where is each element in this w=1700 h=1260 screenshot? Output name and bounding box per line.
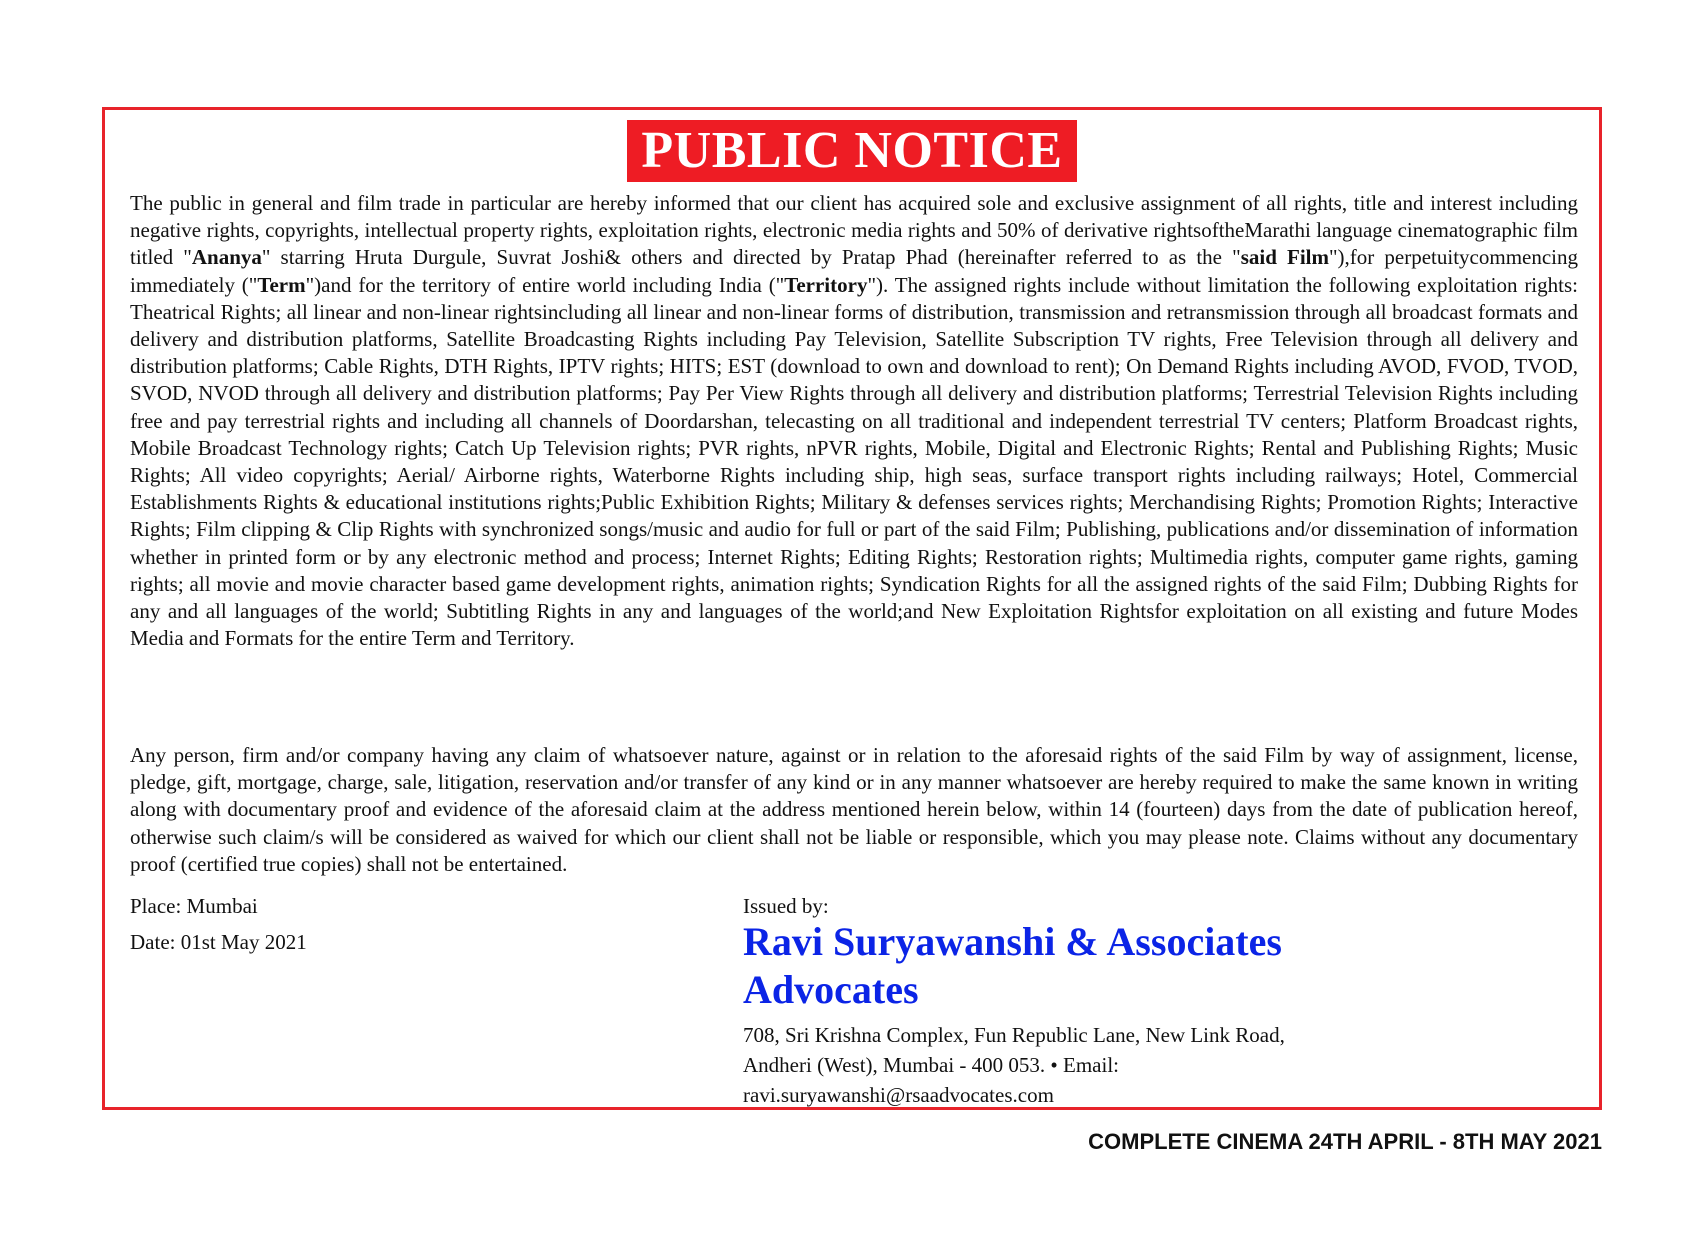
p1-part-b: " starring Hruta Durgule, Suvrat Joshi& others and directed by Pratap Phad (hereinafter referred to as the " — [261, 245, 1241, 270]
p1-part-e: "). The assigned rights include without limitation the following exploitation rights: Theatrical Rights; all linear and non-linear rightsincluding all linear and non-linear forms of distribution, transmission and retransmission through all broadcast formats and delivery and distribution platforms, Satellite Broadcasting Rights including Pay Television, Satellite Subscription TV rights, Free Television through all delivery and distribution platforms; Cable Rights, DTH Rights, IPTV rights; HITS; EST (download to own and download to rent); On Demand Rights including AVOD, FVOD, TVOD, SVOD, NVOD through all delivery and distribution platforms; Pay Per View Rights through all delivery and distribution platforms; Terrestrial Television Rights including free and pay terrestrial rights and including all channels of Doordarshan, telecasting on all traditional and independent terrestrial TV centers; Platform Broadcast rights, Mobile Broadcast Technology rights; Catch Up Television rights; PVR rights, nPVR rights, Mobile, Digital and Electronic Rights; Rental and Publishing Rights; Music Rights; All video copyrights; Aerial/ Airborne rights, Waterborne Rights including ship, high seas, surface transport rights including railways; Hotel, Commercial Establishments Rights & educational institutions rights;Public Exhibition Rights; Military & defenses services rights; Merchandising Rights; Promotion Rights; Interactive Rights; Film clipping & Clip Rights with synchronized songs/music and audio for full or part of the said Film; Publishing, publications and/or dissemination of information whether in printed form or by any electronic method and process; Internet Rights; Editing Rights; Restoration rights; Multimedia rights, computer game rights, gaming rights; all movie and movie character based game development rights, animation rights; Syndication Rights for all the assigned rights of the said Film; Dubbing Rights for any and all languages of the world; Subtitling Rights in any and languages of the world;and New Exploitation Rightsfor exploitation on all existing and future Modes Media and Formats for the entire Term and Territory. — [130, 272, 1578, 651]
address-line-2: Andheri (West), Mumbai - 400 053. • Email: — [743, 1053, 1120, 1077]
email-address: ravi.suryawanshi@rsaadvocates.com — [743, 1083, 1054, 1107]
publication-footer: COMPLETE CINEMA 24TH APRIL - 8TH MAY 2021 — [1088, 1129, 1602, 1154]
address-line-1: 708, Sri Krishna Complex, Fun Republic Lane, New Link Road, — [743, 1023, 1285, 1047]
p1-part-d: ")and for the territory of entire world including India (" — [305, 272, 785, 297]
issued-by-label: Issued by: — [743, 894, 829, 918]
firm-address — [743, 1020, 1285, 1110]
firm-name — [743, 918, 1282, 1014]
date-line: Date: 01st May 2021 — [130, 930, 307, 954]
firm-name-line-1: Ravi Suryawanshi & Associates — [743, 919, 1282, 964]
place-line: Place: Mumbai — [130, 894, 258, 918]
public-notice-box — [102, 107, 1602, 1110]
p1-part-a: The public in general and film trade in particular are hereby informed that our client has acquired sole and exclusive assignment of all rights, title and interest including negative rights, copyrights, intellectual property rights, exploitation rights, electronic media rights and 50% of derivative rightsoftheMarathi language cinematographic film titled " — [130, 191, 1578, 270]
firm-name-line-2: Advocates — [743, 967, 919, 1012]
film-name: Ananya — [191, 245, 262, 270]
p1-part-c: "),for perpetuitycommencing immediately (" — [130, 245, 1579, 297]
title-wrapper — [105, 120, 1599, 182]
term-term: Term — [257, 272, 306, 297]
said-film-term: said Film — [1240, 245, 1329, 270]
territory-term: Territory — [784, 272, 868, 297]
notice-paragraph-claims: Any person, firm and/or company having any claim of whatsoever nature, against or in relation to the aforesaid rights of the said Film by way of assignment, license, pledge, gift, mortgage, charge, sale, litigation, reservation and/or transfer of any kind or in any manner whatsoever are hereby required to make the same known in writing along with documentary proof and evidence of the aforesaid claim at the address mentioned herein below, within 14 (fourteen) days from the date of publication hereof, otherwise such claim/s will be considered as waived for which our client shall not be liable or responsible, which you may please note. Claims without any documentary proof (certified true copies) shall not be entertained. — [130, 743, 1578, 876]
notice-paragraph-rights — [130, 190, 1578, 652]
notice-title: PUBLIC NOTICE — [627, 120, 1076, 182]
